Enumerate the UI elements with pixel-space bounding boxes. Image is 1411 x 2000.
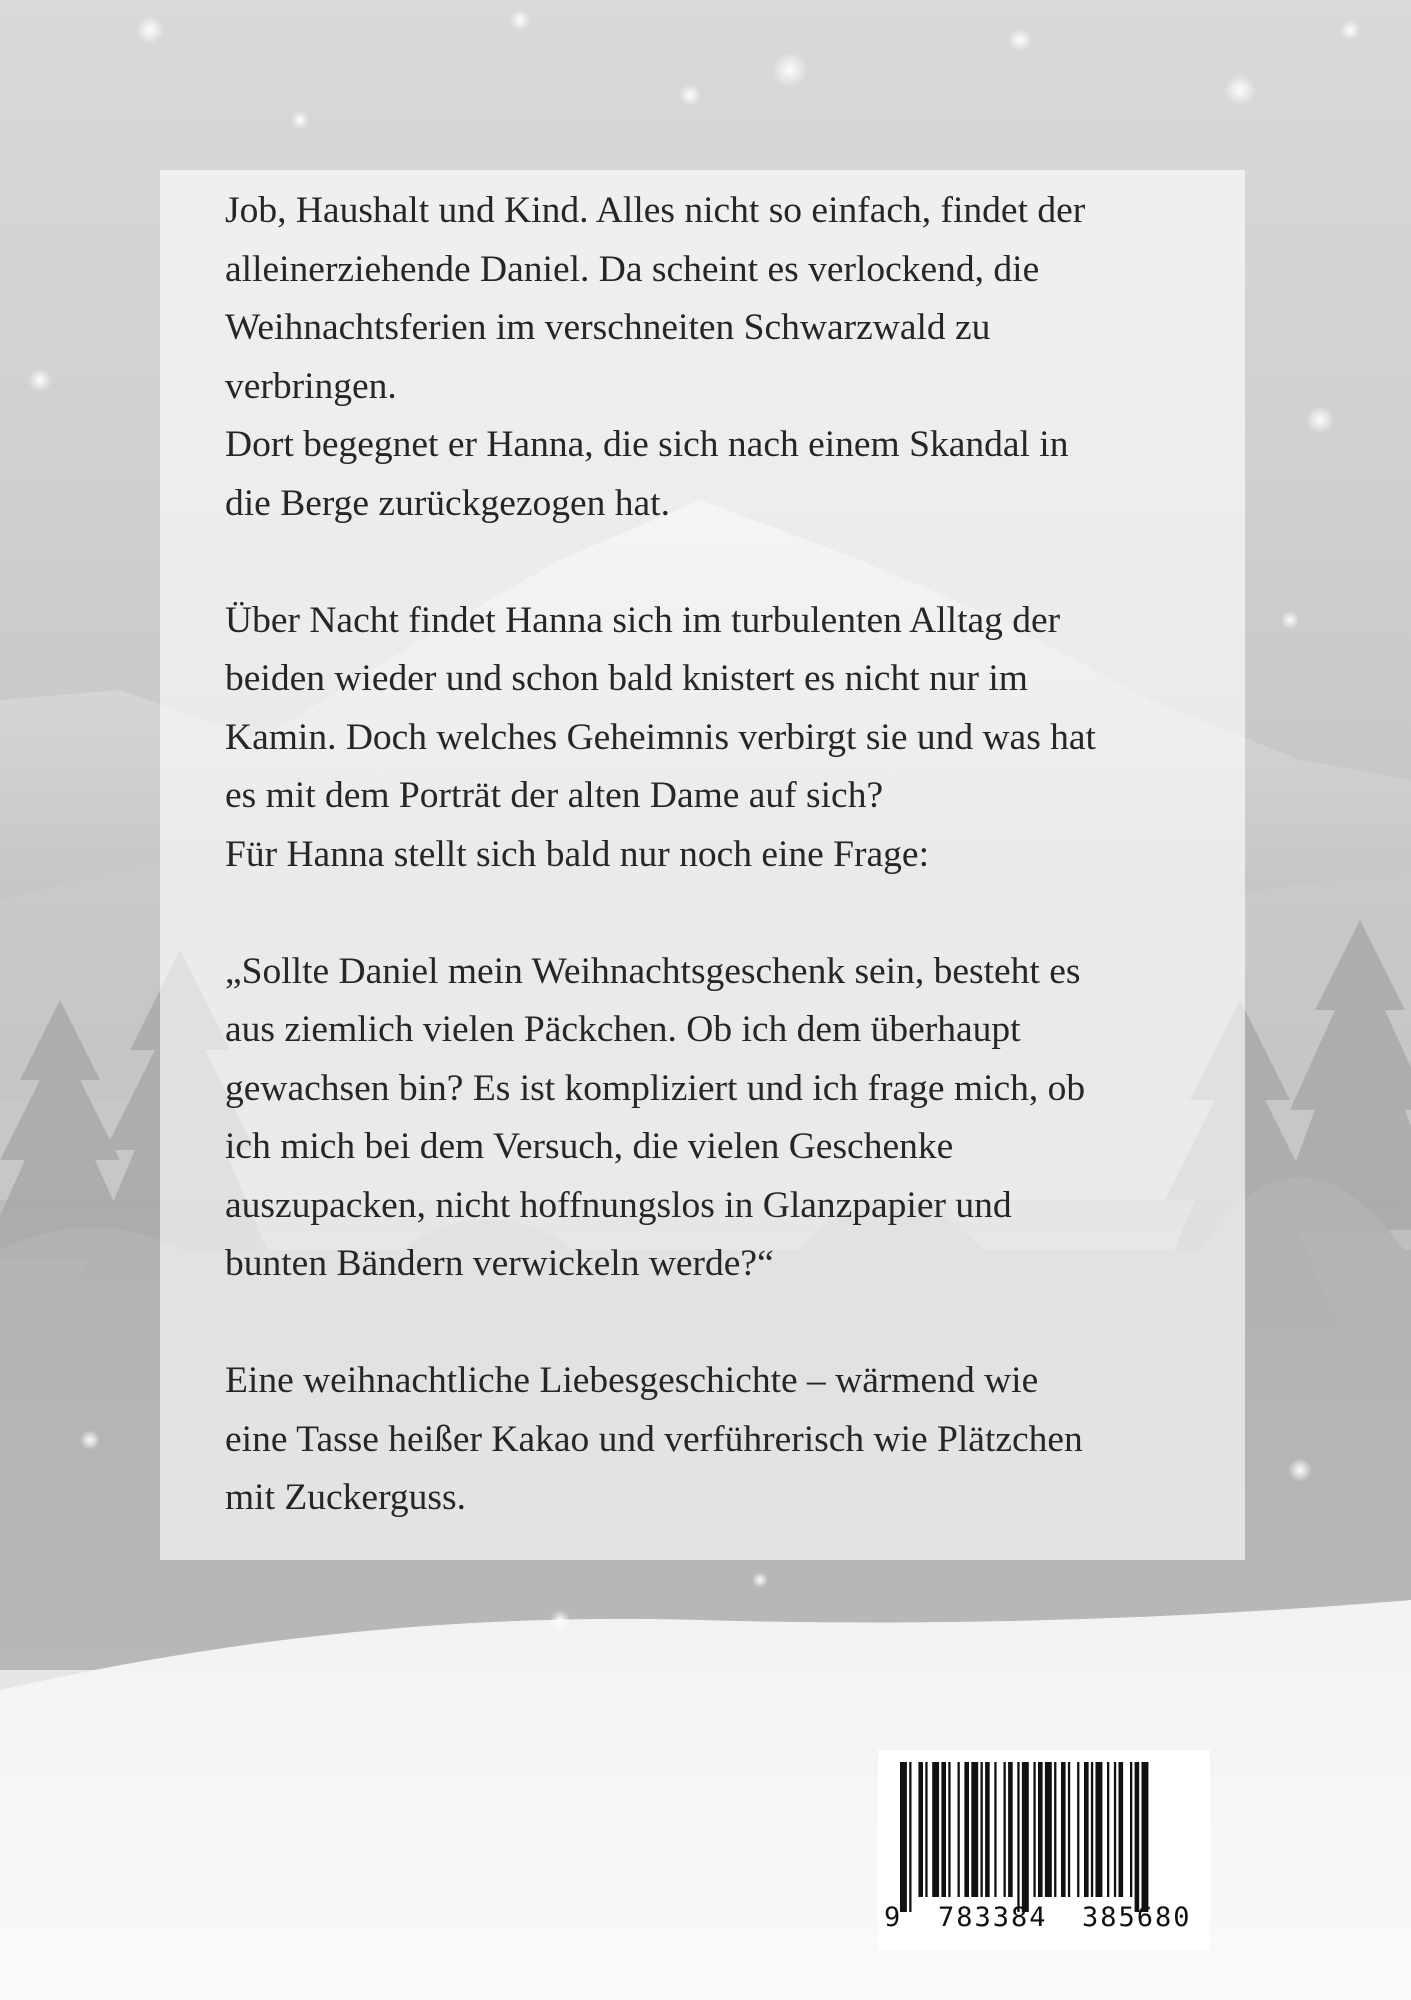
barcode-bar [1022,1762,1029,1912]
barcode-bar [948,1762,950,1897]
barcode-bar [1054,1762,1056,1897]
isbn-barcode [878,1750,1210,1950]
blurb-paragraph-1: Job, Haushalt und Kind. Alles nicht so einfach, findet der alleinerziehende Daniel. Da scheint es verlockend, die Weihnachtsferien im verschneiten Schwarzwald zu verbringen. Dort begegnet er Hanna, die sich nach einem Skandal in die Berge zurückgezogen hat. [225,190,1086,524]
barcode-bar [918,1762,923,1897]
barcode-bar [1068,1762,1070,1897]
barcode-bar [1017,1762,1019,1912]
barcode-bar [964,1762,969,1897]
barcode-bar [900,1762,907,1912]
barcode-bar [941,1762,946,1897]
barcode-bar [981,1762,983,1897]
barcode-bar [1135,1762,1140,1912]
barcode-bar [1008,1762,1013,1897]
barcode-bar [1119,1762,1124,1897]
barcode-bar [1004,1762,1006,1897]
barcode-bar [958,1762,960,1897]
blurb-tagline: Eine weihnachtliche Liebesgeschichte – wärmend wie eine Tasse heißer Kakao und verführerisch wie Plätzchen mit Zuckerguss. [225,1360,1083,1518]
barcode-bar [1038,1762,1043,1897]
barcode-bar [909,1762,911,1912]
barcode-bar [1084,1762,1089,1897]
blurb-quote: „Sollte Daniel mein Weihnachtsgeschenk sein, besteht es aus ziemlich vielen Päckchen. Ob ich dem überhaupt gewachsen bin? Es ist kompliziert und ich frage mich, ob ich mich bei dem Versuch, die vielen Geschenke auszupacken, nicht hoffnungslos in Glanzpapier und bunten Bändern verwickeln werde?“ [225,950,1086,1284]
barcode-bar [1130,1762,1132,1897]
barcode-digits-right: 385680 [1082,1902,1192,1933]
blurb-text [225,182,1225,1528]
barcode-bar [971,1762,978,1897]
barcode-bar [1107,1762,1109,1897]
barcode-bar [1142,1762,1149,1912]
barcode-bar [925,1762,927,1897]
barcode-bar [1114,1762,1116,1897]
blurb-paragraph-2: Über Nacht findet Hanna sich im turbulenten Alltag der beiden wieder und schon bald knistert es nicht nur im Kamin. Doch welches Geheimnis verbirgt sie und was hat es mit dem Porträt der alten Dame auf sich? Für Hanna stellt sich bald nur noch eine Frage: [225,599,1096,875]
barcode-bar [994,1762,996,1897]
barcode-bar [985,1762,990,1897]
barcode-bar [1045,1762,1052,1897]
barcode-digits-left: 783384 [938,1902,1048,1933]
barcode-bar [1033,1762,1035,1897]
barcode-bar [1061,1762,1066,1897]
barcode-digit-first: 9 [884,1902,903,1933]
barcode-bar [1077,1762,1079,1897]
barcode-bar [932,1762,939,1897]
barcode-bar [1096,1762,1103,1897]
barcode-bar [1091,1762,1093,1897]
